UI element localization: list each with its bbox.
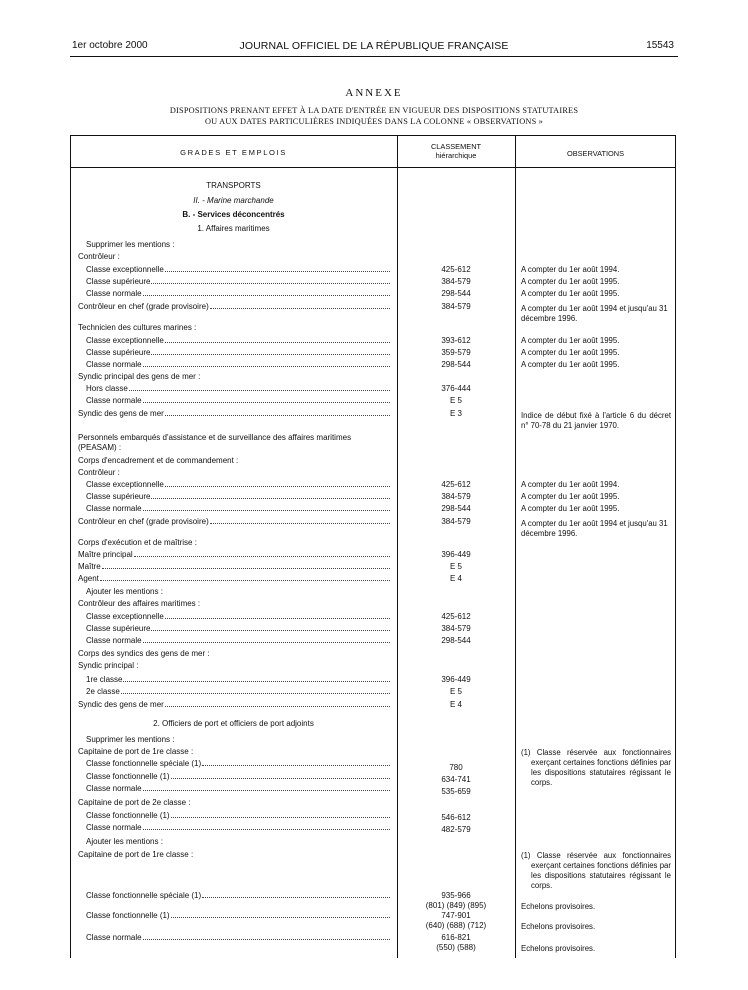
classement-value: 384-579 bbox=[441, 492, 471, 501]
grade-label: Agent bbox=[78, 574, 99, 583]
header-rule bbox=[70, 56, 678, 57]
grade-group: Personnels embarqués d'assistance et de surveillance des affaires maritimes bbox=[78, 433, 352, 442]
column-header-observations: OBSERVATIONS bbox=[566, 149, 625, 158]
grade-label: Contrôleur en chef (grade provisoire) bbox=[78, 302, 209, 311]
table-row bbox=[0, 674, 748, 685]
observation-text: A compter du 1er août 1995. bbox=[521, 504, 620, 513]
grade-group: Capitaine de port de 1re classe : bbox=[78, 850, 194, 859]
table-row bbox=[0, 516, 748, 538]
table-row bbox=[0, 335, 748, 346]
observation-text: A compter du 1er août 1994 et jusqu'au 31 décembre 1996. bbox=[521, 304, 668, 323]
table-row bbox=[0, 479, 748, 490]
observation-text: A compter du 1er août 1995. bbox=[521, 360, 620, 369]
grade-label: Contrôleur en chef (grade provisoire) bbox=[78, 517, 209, 526]
observation-text: A compter du 1er août 1995. bbox=[521, 277, 620, 286]
grade-label: Classe normale bbox=[86, 396, 142, 405]
table-row bbox=[0, 276, 748, 287]
grade-label: Classe exceptionnelle bbox=[86, 336, 164, 345]
observation-text: A compter du 1er août 1994 et jusqu'au 31 décembre 1996. bbox=[521, 519, 668, 538]
grade-label: Hors classe bbox=[86, 384, 128, 393]
table-row bbox=[0, 849, 748, 890]
classement-value: 384-579 bbox=[441, 302, 471, 311]
corps-label: Corps des syndics des gens de mer : bbox=[78, 649, 210, 658]
grade-label: Syndic des gens de mer bbox=[78, 409, 164, 418]
grade-label: Syndic des gens de mer bbox=[78, 700, 164, 709]
grade-group: Syndic principal : bbox=[78, 661, 139, 670]
observation-text: Echelons provisoires. bbox=[521, 922, 596, 931]
subtitle-line-1: DISPOSITIONS PRENANT EFFET À LA DATE D'ENTRÉE EN VIGUEUR DES DISPOSITIONS STATUTAIRES bbox=[169, 106, 579, 115]
table-row bbox=[0, 699, 748, 710]
grade-group: Capitaine de port de 2e classe : bbox=[78, 798, 191, 807]
observation-text: Echelons provisoires. bbox=[521, 944, 596, 953]
table-row bbox=[0, 910, 748, 932]
mention-label: Supprimer les mentions : bbox=[86, 735, 175, 744]
table-row bbox=[0, 408, 748, 430]
grade-label: Classe fonctionnelle (1) bbox=[86, 772, 170, 781]
subtitle-line-2: OU AUX DATES PARTICULIÈRES INDIQUÉES DANS LA COLONNE « OBSERVATIONS » bbox=[204, 117, 544, 126]
classement-value: 384-579 bbox=[441, 517, 471, 526]
grade-group: Capitaine de port de 1re classe : bbox=[78, 747, 194, 756]
table-row bbox=[0, 347, 748, 358]
table-row bbox=[0, 264, 748, 275]
grade-group: Contrôleur : bbox=[78, 252, 120, 261]
table-row bbox=[0, 395, 748, 406]
grade-group: Contrôleur : bbox=[78, 468, 120, 477]
table-row bbox=[0, 822, 748, 833]
classement-value: 359-579 bbox=[441, 348, 471, 357]
classement-value: 393-612 bbox=[441, 336, 471, 345]
classement-provisional: (640) (688) (712) bbox=[425, 921, 487, 930]
subsection-title: B. - Services déconcentrés bbox=[182, 210, 285, 219]
section-title: TRANSPORTS bbox=[206, 181, 261, 190]
classement-value: 425-612 bbox=[441, 480, 471, 489]
table-row bbox=[0, 890, 748, 912]
table-row bbox=[0, 810, 748, 821]
grade-group: (PEASAM) : bbox=[78, 443, 122, 452]
observation-text: Indice de début fixé à l'article 6 du décret n° 70-78 du 21 janvier 1970. bbox=[521, 411, 671, 430]
table-row bbox=[0, 288, 748, 299]
classement-value: 298-544 bbox=[441, 636, 471, 645]
grade-label: Maître bbox=[78, 562, 101, 571]
table-row bbox=[0, 359, 748, 370]
journal-title: JOURNAL OFFICIEL DE LA RÉPUBLIQUE FRANÇAISE bbox=[239, 40, 509, 52]
grade-label: Classe supérieure bbox=[86, 624, 151, 633]
classement-value: 935-966 bbox=[441, 891, 471, 900]
classement-value: E 5 bbox=[449, 687, 462, 696]
annex-title: ANNEXE bbox=[345, 87, 403, 99]
table-row bbox=[0, 561, 748, 572]
table-row bbox=[0, 573, 748, 584]
classement-value: 376-444 bbox=[441, 384, 471, 393]
table-row bbox=[0, 623, 748, 634]
column-header-grades: GRADES ET EMPLOIS bbox=[180, 148, 287, 157]
table-row bbox=[0, 771, 748, 782]
grade-label: Classe normale bbox=[86, 823, 142, 832]
grade-group: Technicien des cultures marines : bbox=[78, 323, 197, 332]
classement-value: 298-544 bbox=[441, 289, 471, 298]
table-row bbox=[0, 686, 748, 697]
subsection-title: 1. Affaires maritimes bbox=[197, 224, 270, 233]
grade-label: Classe fonctionnelle spéciale (1) bbox=[86, 759, 202, 768]
observation-note: (1) Classe réservée aux fonctionnaires exerçant certaines fonctions définies par les dispositions statutaires régissant le corps. bbox=[521, 748, 671, 787]
table-row bbox=[0, 491, 748, 502]
mention-label: Ajouter les mentions : bbox=[86, 587, 163, 596]
grade-label: Classe normale bbox=[86, 289, 142, 298]
grade-label: Classe normale bbox=[86, 933, 142, 942]
corps-label: Corps d'exécution et de maîtrise : bbox=[78, 538, 197, 547]
grade-label: Classe fonctionnelle (1) bbox=[86, 911, 170, 920]
classement-value: E 4 bbox=[449, 700, 462, 709]
classement-provisional: (801) (849) (895) bbox=[425, 901, 487, 910]
column-header-classement bbox=[397, 143, 515, 160]
subsection-title: II. - Marine marchande bbox=[193, 196, 274, 205]
classement-value: 425-612 bbox=[441, 265, 471, 274]
observation-note: (1) Classe réservée aux fonctionnaires exerçant certaines fonctions définies par les dispositions statutaires régissant le corps. bbox=[521, 851, 671, 890]
classement-value: E 3 bbox=[449, 409, 462, 418]
grade-label: Classe exceptionnelle bbox=[86, 265, 164, 274]
mention-label: Supprimer les mentions : bbox=[86, 240, 175, 249]
table-row bbox=[0, 383, 748, 394]
classement-value: 747-901 bbox=[441, 911, 471, 920]
grade-label: Classe supérieure bbox=[86, 277, 151, 286]
classement-value: 396-449 bbox=[441, 675, 471, 684]
corps-label: Corps d'encadrement et de commandement : bbox=[78, 456, 239, 465]
grade-label: Classe normale bbox=[86, 504, 142, 513]
table-row bbox=[0, 503, 748, 514]
classement-value: 546-612 bbox=[441, 813, 471, 822]
classement-value: 298-544 bbox=[441, 360, 471, 369]
grade-label: Classe normale bbox=[86, 784, 142, 793]
grade-label: Classe fonctionnelle spéciale (1) bbox=[86, 891, 202, 900]
classement-value: 634-741 bbox=[441, 775, 471, 784]
classement-value: E 4 bbox=[449, 574, 462, 583]
observation-text: A compter du 1er août 1995. bbox=[521, 492, 620, 501]
table-row bbox=[0, 635, 748, 646]
observation-text: A compter du 1er août 1995. bbox=[521, 348, 620, 357]
table-row bbox=[0, 611, 748, 622]
table-row bbox=[0, 301, 748, 323]
classement-value: 616-821 bbox=[441, 933, 471, 942]
grade-label: Classe supérieure bbox=[86, 348, 151, 357]
page-number: 15543 bbox=[646, 40, 674, 51]
classement-value: E 5 bbox=[449, 396, 462, 405]
classement-label: CLASSEMENT bbox=[430, 142, 482, 151]
mention-label: Ajouter les mentions : bbox=[86, 837, 163, 846]
table-header-rule bbox=[70, 167, 676, 168]
classement-value: 482-579 bbox=[441, 825, 471, 834]
observation-text: A compter du 1er août 1994. bbox=[521, 480, 620, 489]
classement-value: 384-579 bbox=[441, 277, 471, 286]
grade-label: Maître principal bbox=[78, 550, 133, 559]
grade-label: Classe supérieure bbox=[86, 492, 151, 501]
observation-text: Echelons provisoires. bbox=[521, 902, 596, 911]
observation-text: A compter du 1er août 1995. bbox=[521, 336, 620, 345]
classement-provisional: (550) (588) bbox=[436, 943, 476, 952]
classement-value: E 5 bbox=[449, 562, 462, 571]
observation-text: A compter du 1er août 1995. bbox=[521, 289, 620, 298]
grade-label: 2e classe bbox=[86, 687, 120, 696]
classement-value: 298-544 bbox=[441, 504, 471, 513]
grade-group: Contrôleur des affaires maritimes : bbox=[78, 599, 201, 608]
table-row bbox=[0, 932, 748, 954]
table-row bbox=[0, 549, 748, 560]
classement-value: 425-612 bbox=[441, 612, 471, 621]
grade-label: Classe fonctionnelle (1) bbox=[86, 811, 170, 820]
observation-text: A compter du 1er août 1994. bbox=[521, 265, 620, 274]
table-row bbox=[0, 783, 748, 794]
grade-label: Classe exceptionnelle bbox=[86, 612, 164, 621]
classement-value: 384-579 bbox=[441, 624, 471, 633]
classement-value: 535-659 bbox=[441, 787, 471, 796]
classement-value: 780 bbox=[449, 763, 463, 772]
grade-label: Classe exceptionnelle bbox=[86, 480, 164, 489]
classement-value: 396-449 bbox=[441, 550, 471, 559]
grade-group: Syndic principal des gens de mer : bbox=[78, 372, 201, 381]
table-row bbox=[0, 758, 748, 772]
grade-label: Classe normale bbox=[86, 360, 142, 369]
hierarchique-label: hiérarchique bbox=[435, 150, 477, 160]
grade-label: Classe normale bbox=[86, 636, 142, 645]
grade-label: 1re classe bbox=[86, 675, 123, 684]
page-date: 1er octobre 2000 bbox=[72, 40, 148, 51]
subsection-title: 2. Officiers de port et officiers de port adjoints bbox=[153, 719, 314, 728]
